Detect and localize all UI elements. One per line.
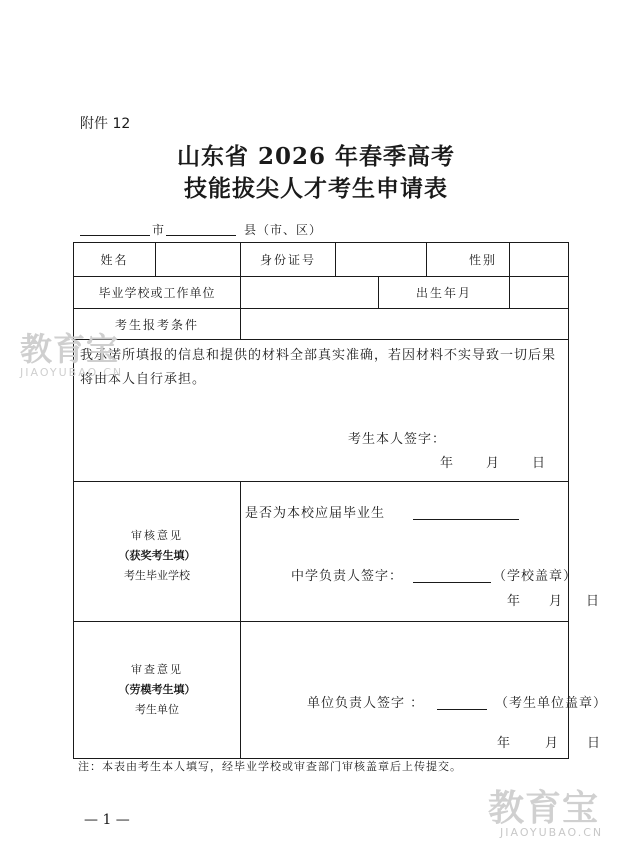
city-suffix: 市 [152,223,166,237]
name-label: 姓名 [100,253,129,267]
principal-signature-label: 中学负责人签字： [291,569,404,584]
gender-value-cell[interactable] [510,243,569,277]
applicant-signature-label: 考生本人签字： [348,432,447,447]
graduate-answer-line[interactable] [413,519,519,520]
unit-signature-line[interactable] [437,709,487,710]
watermark-logo-right: 教育宝 [488,788,600,829]
check-paren: （劳模考生填） [118,683,196,696]
check-content-cell [241,622,608,759]
check-date-year: 年 [497,736,511,751]
review-label-cell [74,482,241,622]
county-blank-line [166,235,236,236]
review-title: 审核意见 [131,528,183,542]
attachment-label: 附件 12 [80,116,131,132]
county-suffix: 县（市、区） [244,223,323,237]
page-title-line2: 技能拔尖人才考生申请表 [184,175,448,202]
school-work-label: 毕业学校或工作单位 [98,286,216,300]
unit-signature-label: 单位负责人签字 ： [307,696,425,711]
name-value-cell[interactable] [156,243,241,277]
page-title-line1: 山东省 2026 年春季高考 [176,143,456,170]
school-stamp-label: （学校盖章） [493,569,578,584]
watermark-domain-left: JIAOYUBAO.CN [20,366,124,379]
unit-stamp-label: （考生单位盖章） [495,696,608,711]
school-work-label-cell [74,277,241,309]
city-blank-line [80,235,150,236]
review-unit: 考生毕业学校 [124,568,190,582]
name-label-cell [74,243,156,277]
id-label: 身份证号 [259,253,316,267]
watermark-logo-left: 教育宝 [20,330,120,368]
pledge-date-year: 年 [440,456,454,471]
birth-label: 出生年月 [415,286,472,300]
school-work-value-cell[interactable] [241,277,379,309]
review-paren: （获奖考生填） [118,548,196,562]
gender-label: 性别 [468,253,497,267]
review-date-day: 日 [586,594,600,609]
check-label-cell [74,622,241,759]
footer-note: 注：本表由考生本人填写，经毕业学校或审查部门审核盖章后上传提交。 [78,760,462,773]
review-date-year: 年 [507,594,521,609]
condition-value-cell[interactable] [241,309,569,340]
id-value-cell[interactable] [336,243,427,277]
pledge-text: 我承诺所填报的信息和提供的材料全部真实准确，若因材料不实导致一切后果将由本人自行承担。 [80,348,557,387]
page-number: — 1 — [84,812,130,828]
check-date-month: 月 [545,736,559,751]
check-unit: 考生单位 [135,703,179,716]
review-content-cell [241,482,600,622]
pledge-cell [74,340,569,482]
graduate-question: 是否为本校应届毕业生 [245,506,386,521]
watermark-domain-right: JIAOYUBAO.CN [500,826,604,839]
gender-label-cell [427,243,510,277]
birth-label-cell [379,277,510,309]
condition-label: 考生报考条件 [114,317,199,332]
id-label-cell [241,243,336,277]
pledge-date-month: 月 [486,456,500,471]
birth-value-cell[interactable] [510,277,569,309]
principal-signature-line[interactable] [413,582,491,583]
review-date-month: 月 [549,594,563,609]
check-title: 审查意见 [131,663,183,676]
pledge-date-day: 日 [532,456,546,471]
application-form-table [73,242,608,759]
check-date-day: 日 [587,736,601,751]
